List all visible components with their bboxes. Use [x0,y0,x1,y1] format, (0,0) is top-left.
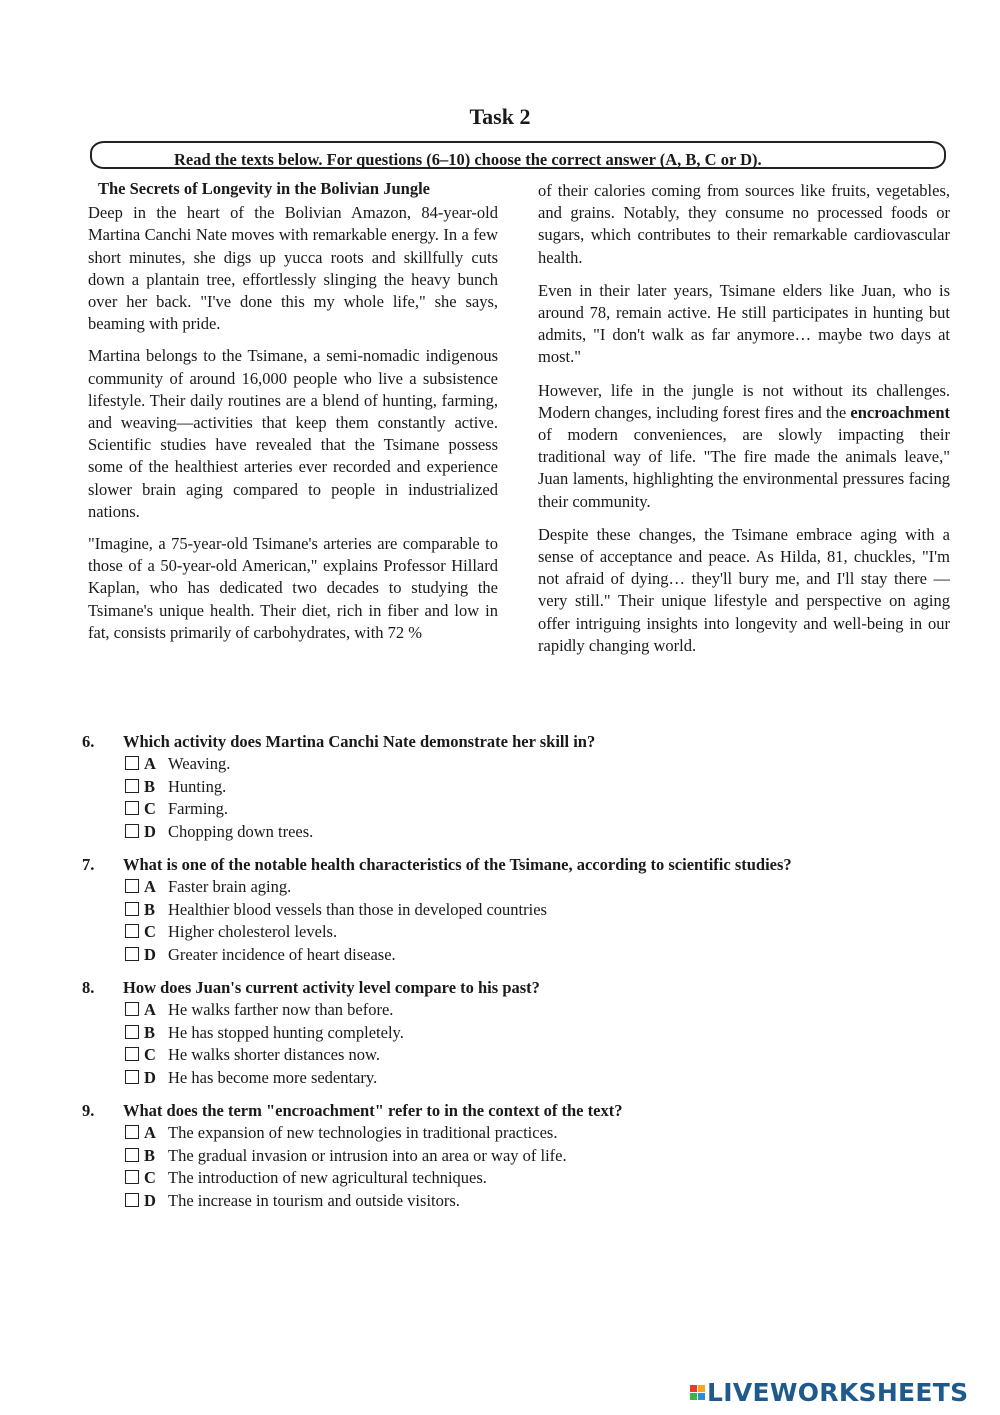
option-7d[interactable] [125,944,932,967]
option-9c[interactable] [125,1167,932,1190]
option-text: Farming. [168,799,229,818]
option-8d[interactable] [125,1067,932,1090]
option-letter: C [144,1168,156,1187]
option-text: He has become more sedentary. [168,1067,378,1087]
option-6a[interactable] [125,753,932,776]
article-paragraph-3: "Imagine, a 75-year-old Tsimane's arteries are comparable to those of a 50-year-old American," explains Professor Hillard Kaplan, who has dedicated two decades to studying the Tsimane's unique health. Their diet, rich in fiber and low in fat, consists primarily of carbohydrates, with 72 % [88,534,498,642]
question-text: How does Juan's current activity level compare to his past? [123,978,540,997]
checkbox-icon[interactable] [125,1193,139,1207]
question-number: 8. [82,978,95,997]
article-paragraph-6: Despite these changes, the Tsimane embrace aging with a sense of acceptance and peace. As Hilda, 81, chuckles, "I'm not afraid of dying… they'll bury me, and I'll stay there — very still." Their unique lifestyle and perspective on aging offer intriguing insights into longevity and well-being in our rapidly changing world. [538,524,950,655]
question-9 [82,1100,932,1212]
question-6-header [82,731,932,753]
task-title: Task 2 [469,104,531,129]
option-letter: A [144,877,156,896]
question-text: Which activity does Martina Canchi Nate demonstrate her skill in? [123,732,596,751]
option-text: Chopping down trees. [168,821,314,841]
option-letter: D [144,944,156,964]
option-letter: C [144,799,156,818]
checkbox-icon[interactable] [125,947,139,961]
question-text: What is one of the notable health characteristics of the Tsimane, according to scientific studies? [123,855,792,874]
article-paragraph-5 [538,380,950,513]
option-6d[interactable] [125,821,932,844]
logo-square [698,1385,705,1392]
article-column-right [538,180,950,668]
option-text: Higher cholesterol levels. [168,922,338,941]
article-paragraph-1: Deep in the heart of the Bolivian Amazon, 84-year-old Martina Canchi Nate moves with remarkable energy. In a few short minutes, she digs up yucca roots and skillfully cuts down a plantain tree, effortlessly slinging the heavy bunch over her back. "I've done this my whole life," she says, beaming with pride. [88,203,498,334]
checkbox-icon[interactable] [125,879,139,893]
option-text: The introduction of new agricultural techniques. [168,1168,487,1187]
option-text: Weaving. [168,754,231,773]
question-9-header [82,1100,932,1122]
checkbox-icon[interactable] [125,902,139,916]
option-letter: A [144,1000,156,1019]
paragraph-5-start: However, life in the jungle is not without its challenges. Modern changes, including forest fires and the [538,380,950,422]
logo-square [698,1393,705,1400]
option-letter: B [144,776,156,796]
option-text: He walks farther now than before. [168,1000,394,1019]
checkbox-icon[interactable] [125,1148,139,1162]
checkbox-icon[interactable] [125,801,139,815]
instruction-text: Read the texts below. For questions (6–10) choose the correct answer (A, B, C or D). [174,150,762,169]
checkbox-icon[interactable] [125,1002,139,1016]
checkbox-icon[interactable] [125,1070,139,1084]
question-number: 9. [82,1101,95,1120]
question-number: 6. [82,732,95,751]
article-paragraph-4: Even in their later years, Tsimane elders like Juan, who is around 78, remain active. He still participates in hunting but admits, "I don't walk as far anymore… maybe two days at most." [538,280,950,367]
option-9d[interactable] [125,1190,932,1213]
option-text: He walks shorter distances now. [168,1045,381,1064]
checkbox-icon[interactable] [125,824,139,838]
option-letter: C [144,922,156,941]
option-letter: B [144,899,156,919]
option-9b[interactable] [125,1145,932,1168]
checkbox-icon[interactable] [125,924,139,938]
keyword-encroachment: encroachment [850,402,950,422]
liveworksheets-logo[interactable] [690,1378,968,1406]
option-7c[interactable] [125,921,932,944]
option-8c[interactable] [125,1044,932,1067]
option-8b[interactable] [125,1022,932,1045]
checkbox-icon[interactable] [125,779,139,793]
question-6 [82,731,932,843]
logo-square [690,1393,697,1400]
option-text: Greater incidence of heart disease. [168,944,396,964]
option-text: Hunting. [168,776,227,796]
question-7 [82,854,932,966]
article-title: The Secrets of Longevity in the Bolivian Jungle [98,179,430,198]
option-7b[interactable] [125,899,932,922]
option-7a[interactable] [125,876,932,899]
checkbox-icon[interactable] [125,1025,139,1039]
question-8-header [82,977,932,999]
checkbox-icon[interactable] [125,756,139,770]
logo-grid-icon [690,1385,705,1400]
option-text: He has stopped hunting completely. [168,1022,404,1042]
option-letter: A [144,1123,156,1142]
option-text: The gradual invasion or intrusion into an area or way of life. [168,1145,567,1165]
option-text: Healthier blood vessels than those in developed countries [168,899,547,919]
option-text: The expansion of new technologies in traditional practices. [168,1123,558,1142]
option-letter: D [144,821,156,841]
option-text: The increase in tourism and outside visitors. [168,1190,460,1210]
question-8 [82,977,932,1089]
question-text: What does the term "encroachment" refer to in the context of the text? [123,1101,623,1120]
question-7-header [82,854,932,876]
paragraph-5-end: of modern conveniences, are slowly impacting their traditional way of life. "The fire made the animals leave," Juan laments, highlighting the environmental pressures facing their community. [538,425,950,511]
option-9a[interactable] [125,1122,932,1145]
option-8a[interactable] [125,999,932,1022]
checkbox-icon[interactable] [125,1047,139,1061]
question-number: 7. [82,855,95,874]
option-letter: D [144,1190,156,1210]
option-letter: B [144,1145,156,1165]
article-paragraph-2: Martina belongs to the Tsimane, a semi-nomadic indigenous community of around 16,000 people who live a subsistence lifestyle. Their daily routines are a blend of hunting, farming, and weaving—activities that keep them constantly active. Scientific studies have revealed that the Tsimane possess some of the healthiest arteries ever recorded and experience slower brain aging compared to people in industrialized nations. [88,346,498,521]
option-6c[interactable] [125,798,932,821]
article-paragraph-3-continued: of their calories coming from sources like fruits, vegetables, and grains. Notably, they consume no processed foods or sugars, which contributes to their remarkable cardiovascular health. [538,181,950,267]
article-column-left [88,178,498,654]
option-text: Faster brain aging. [168,877,292,896]
logo-text: LIVEWORKSHEETS [707,1377,969,1407]
checkbox-icon[interactable] [125,1125,139,1139]
checkbox-icon[interactable] [125,1170,139,1184]
logo-square [690,1385,697,1392]
option-letter: C [144,1045,156,1064]
instruction-box [90,141,946,169]
option-letter: B [144,1022,156,1042]
option-letter: D [144,1067,156,1087]
option-letter: A [144,754,156,773]
option-6b[interactable] [125,776,932,799]
